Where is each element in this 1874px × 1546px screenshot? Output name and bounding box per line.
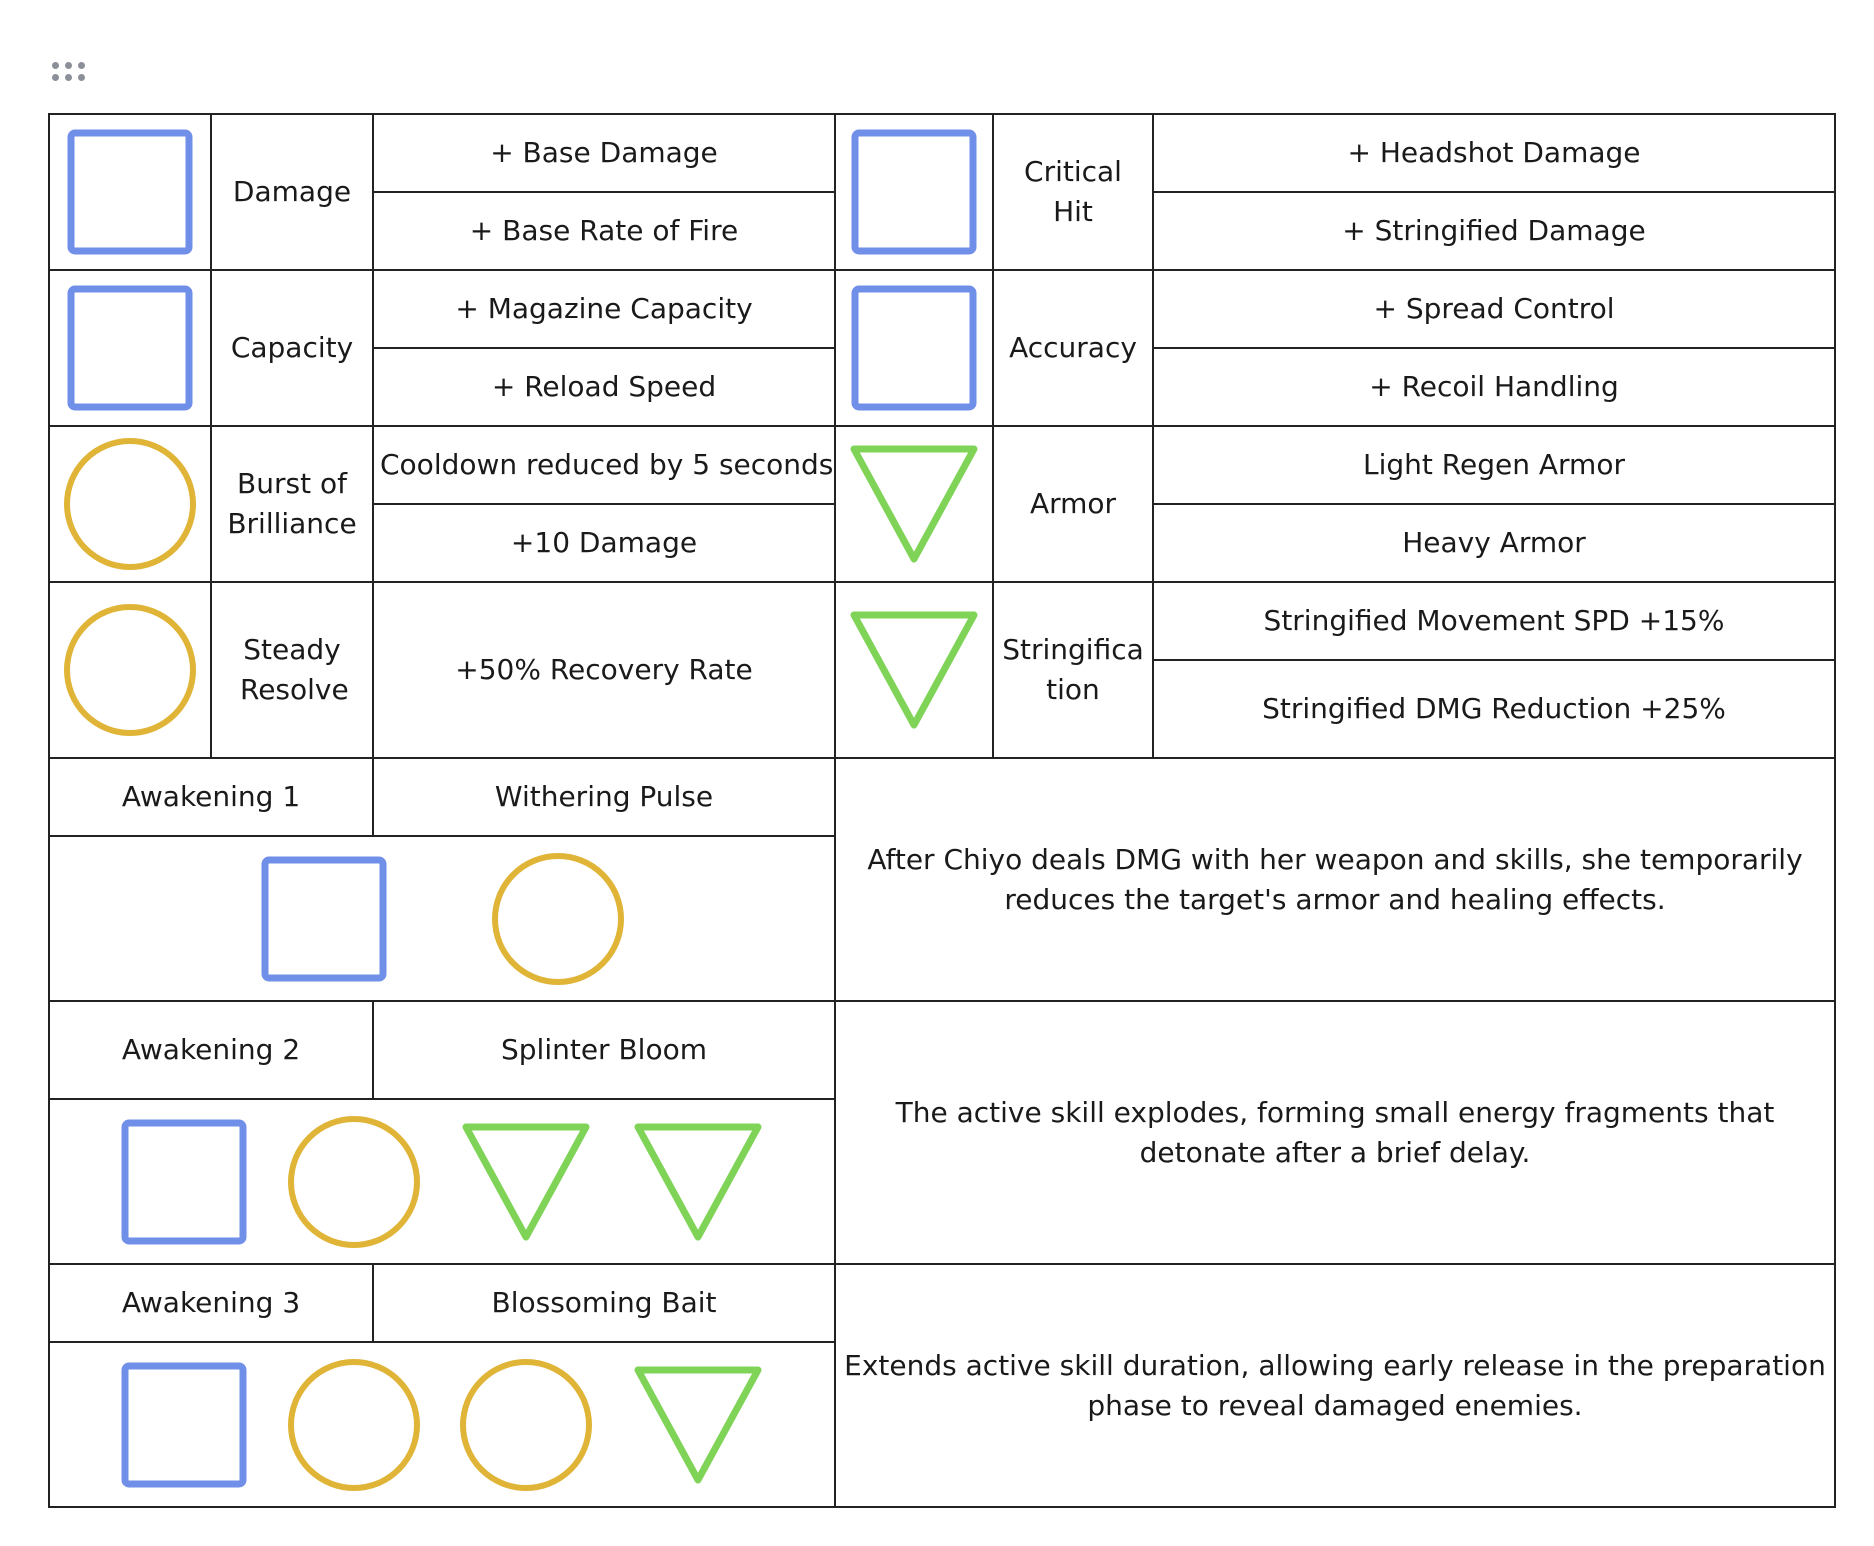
stat-bonus: Light Regen Armor xyxy=(1153,426,1835,504)
yellow-circle-icon xyxy=(62,436,198,572)
awakening-title: Withering Pulse xyxy=(373,758,835,836)
stat-name: Capacity xyxy=(211,270,373,426)
stat-bonus: Stringified DMG Reduction +25% xyxy=(1153,660,1835,758)
awakening-title: Splinter Bloom xyxy=(373,1001,835,1099)
blue-square-icon xyxy=(258,853,390,985)
stat-bonus: + Recoil Handling xyxy=(1153,348,1835,426)
blue-square-icon xyxy=(848,282,980,414)
yellow-circle-icon xyxy=(286,1114,422,1250)
yellow-circle-icon xyxy=(458,1357,594,1493)
stat-bonus: + Reload Speed xyxy=(373,348,835,426)
green-triangle-icon xyxy=(630,1119,766,1245)
awakening-icons xyxy=(49,1342,835,1507)
stat-bonus: + Base Rate of Fire xyxy=(373,192,835,270)
green-triangle-icon xyxy=(630,1362,766,1488)
stat-name: Accuracy xyxy=(993,270,1153,426)
blue-square-icon xyxy=(118,1359,250,1491)
stat-icon-cell xyxy=(49,426,211,582)
awakening-label: Awakening 2 xyxy=(49,1001,373,1099)
stat-bonus: +10 Damage xyxy=(373,504,835,582)
stat-icon-cell xyxy=(835,426,993,582)
awakening-description: The active skill explodes, forming small energy fragments that detonate after a brief delay. xyxy=(835,1001,1835,1264)
stat-bonus: +50% Recovery Rate xyxy=(373,582,835,758)
stat-icon-cell xyxy=(49,114,211,270)
stat-icon-cell xyxy=(835,270,993,426)
awakening-label: Awakening 3 xyxy=(49,1264,373,1342)
green-triangle-icon xyxy=(846,607,982,733)
green-triangle-icon xyxy=(458,1119,594,1245)
stat-bonus: + Magazine Capacity xyxy=(373,270,835,348)
awakening-description: Extends active skill duration, allowing early release in the preparation phase to reveal damaged enemies. xyxy=(835,1264,1835,1507)
drag-handle-icon[interactable] xyxy=(52,62,94,84)
awakening-description: After Chiyo deals DMG with her weapon and skills, she temporarily reduces the target's armor and healing effects. xyxy=(835,758,1835,1001)
awakening-icons xyxy=(49,836,835,1001)
blue-square-icon xyxy=(118,1116,250,1248)
stat-name: Steady Resolve xyxy=(211,582,373,758)
stat-bonus: Heavy Armor xyxy=(1153,504,1835,582)
yellow-circle-icon xyxy=(62,602,198,738)
stat-icon-cell xyxy=(49,582,211,758)
stat-name: Critical Hit xyxy=(993,114,1153,270)
stat-bonus: + Spread Control xyxy=(1153,270,1835,348)
yellow-circle-icon xyxy=(490,851,626,987)
stat-name: Armor xyxy=(993,426,1153,582)
stat-bonus: Cooldown reduced by 5 seconds xyxy=(373,426,835,504)
stat-icon-cell xyxy=(49,270,211,426)
weapon-table xyxy=(48,113,1836,1508)
stat-bonus: + Base Damage xyxy=(373,114,835,192)
stat-bonus: + Stringified Damage xyxy=(1153,192,1835,270)
awakening-icons xyxy=(49,1099,835,1264)
yellow-circle-icon xyxy=(286,1357,422,1493)
stat-name: Stringification xyxy=(993,582,1153,758)
stat-icon-cell xyxy=(835,114,993,270)
awakening-title: Blossoming Bait xyxy=(373,1264,835,1342)
green-triangle-icon xyxy=(846,441,982,567)
blue-square-icon xyxy=(848,126,980,258)
awakening-label: Awakening 1 xyxy=(49,758,373,836)
blue-square-icon xyxy=(64,126,196,258)
stat-bonus: Stringified Movement SPD +15% xyxy=(1153,582,1835,660)
stat-name: Damage xyxy=(211,114,373,270)
stat-name: Burst of Brilliance xyxy=(211,426,373,582)
blue-square-icon xyxy=(64,282,196,414)
stat-icon-cell xyxy=(835,582,993,758)
stat-bonus: + Headshot Damage xyxy=(1153,114,1835,192)
